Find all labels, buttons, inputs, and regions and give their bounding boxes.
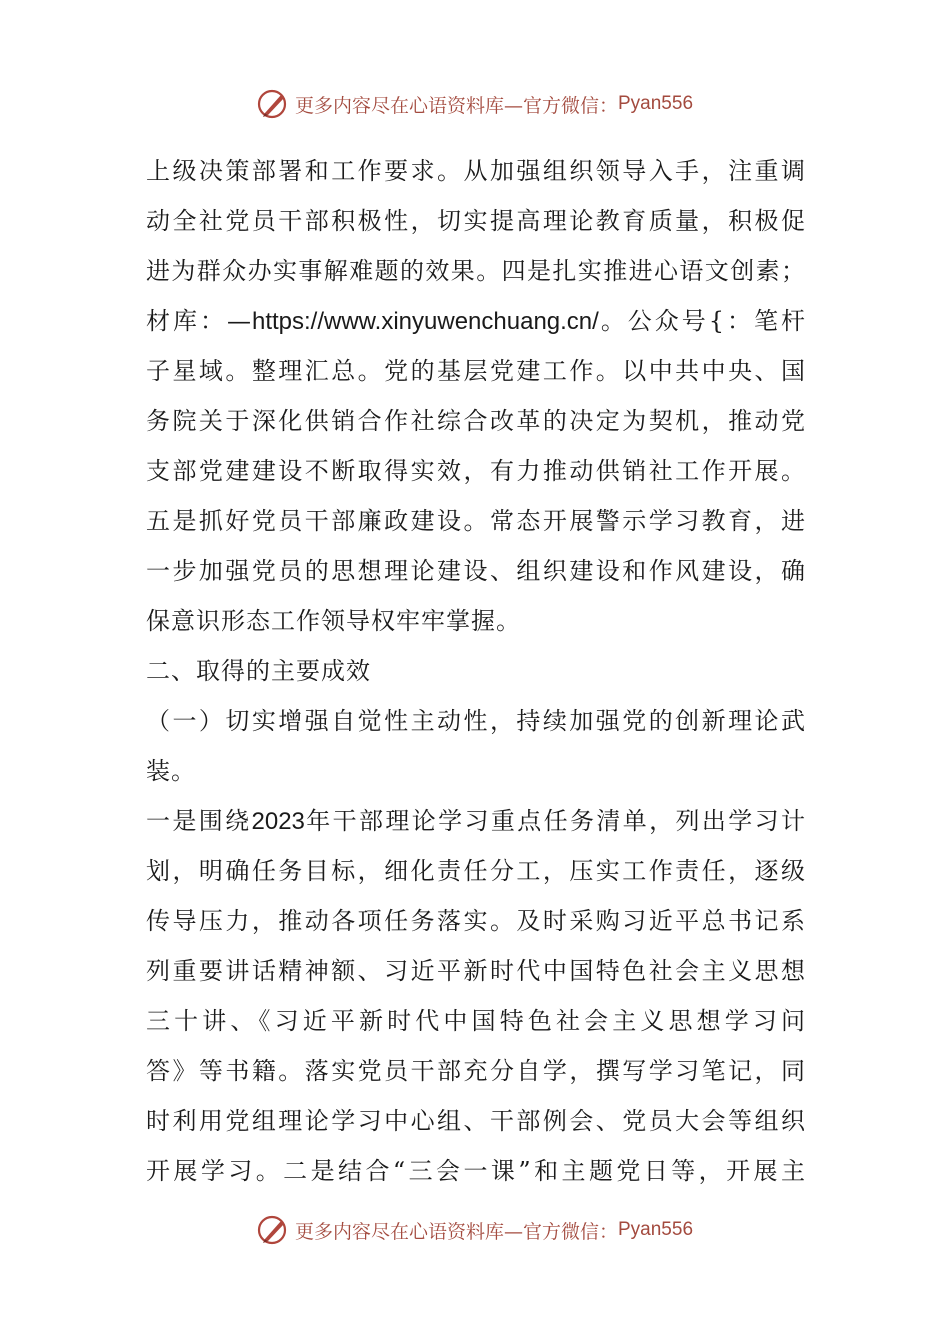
text-segment: 保意识形态工作领导权牢牢掌握。 <box>146 607 521 635</box>
latin-text: https://www.xinyuwenchuang.cn/ <box>251 308 599 335</box>
text-line <box>146 1096 806 1146</box>
text-line <box>146 446 806 496</box>
text-line <box>146 596 806 646</box>
text-segment: 务院关于深化供销合作社综合改革的决定为契机，推动党 <box>146 407 806 435</box>
banner-text: 更多内容尽在心语资料库—官方微信： <box>294 1220 618 1243</box>
text-segment: 传导压力，推动各项任务落实。及时采购习近平总书记系 <box>146 907 806 935</box>
text-segment: 上级决策部署和工作要求。从加强组织领导入手，注重调 <box>146 157 806 185</box>
text-line <box>146 796 806 846</box>
text-segment: 答》等书籍。落实党员干部充分自学，撰写学习笔记，同 <box>146 1057 806 1085</box>
text-segment: 三十讲、《习近平新时代中国特色社会主义思想学习问 <box>146 1007 806 1035</box>
text-segment: 材库：— <box>146 307 252 335</box>
text-segment: 划，明确任务目标，细化责任分工，压实工作责任，逐级 <box>146 857 806 885</box>
text-segment: 装。 <box>146 757 196 785</box>
text-segment: 列重要讲话精神额、习近平新时代中国特色社会主义思想 <box>146 957 806 985</box>
footer-banner <box>0 1210 950 1250</box>
text-line <box>146 146 806 196</box>
text-segment: 进为群众办实事解难题的效果。四是扎实推进心语文创素； <box>146 257 806 285</box>
latin-text: 2023 <box>251 808 305 835</box>
text-segment: 五是抓好党员干部廉政建设。常态开展警示学习教育，进 <box>146 507 806 535</box>
text-segment: 。公众号{：笔杆 <box>598 307 806 335</box>
document-body <box>146 146 806 1196</box>
text-segment: 年干部理论学习重点任务清单，列出学习计 <box>304 807 807 835</box>
text-segment: 开展学习。二是结合“三会一课”和主题党日等，开展主 <box>146 1157 806 1185</box>
text-line <box>146 1046 806 1096</box>
pen-logo-icon <box>257 1213 291 1247</box>
text-line <box>146 546 806 596</box>
pen-logo-icon <box>257 87 291 121</box>
text-line <box>146 646 806 696</box>
banner-wechat-id: Pyan556 <box>618 93 694 114</box>
text-segment: 时利用党组理论学习中心组、干部例会、党员大会等组织 <box>146 1107 806 1135</box>
text-line <box>146 196 806 246</box>
text-line <box>146 846 806 896</box>
text-line <box>146 746 806 796</box>
text-line <box>146 1146 806 1196</box>
text-line <box>146 996 806 1046</box>
text-segment: 二、取得的主要成效 <box>146 657 371 685</box>
text-segment: 支部党建建设不断取得实效，有力推动供销社工作开展。 <box>146 457 806 485</box>
text-segment: 一步加强党员的思想理论建设、组织建设和作风建设，确 <box>146 557 806 585</box>
header-banner <box>0 84 950 124</box>
text-line <box>146 696 806 746</box>
text-segment: 一是围绕 <box>146 807 252 835</box>
text-line <box>146 246 806 296</box>
text-line <box>146 396 806 446</box>
banner-wechat-id: Pyan556 <box>618 1219 694 1240</box>
text-line <box>146 346 806 396</box>
banner-text: 更多内容尽在心语资料库—官方微信： <box>294 94 618 117</box>
text-segment: （一）切实增强自觉性主动性，持续加强党的创新理论武 <box>146 707 806 735</box>
text-line <box>146 896 806 946</box>
text-segment: 动全社党员干部积极性，切实提高理论教育质量，积极促 <box>146 207 806 235</box>
text-line <box>146 296 806 346</box>
text-line <box>146 946 806 996</box>
text-line <box>146 496 806 546</box>
text-segment: 子星域。整理汇总。党的基层党建工作。以中共中央、国 <box>146 357 806 385</box>
